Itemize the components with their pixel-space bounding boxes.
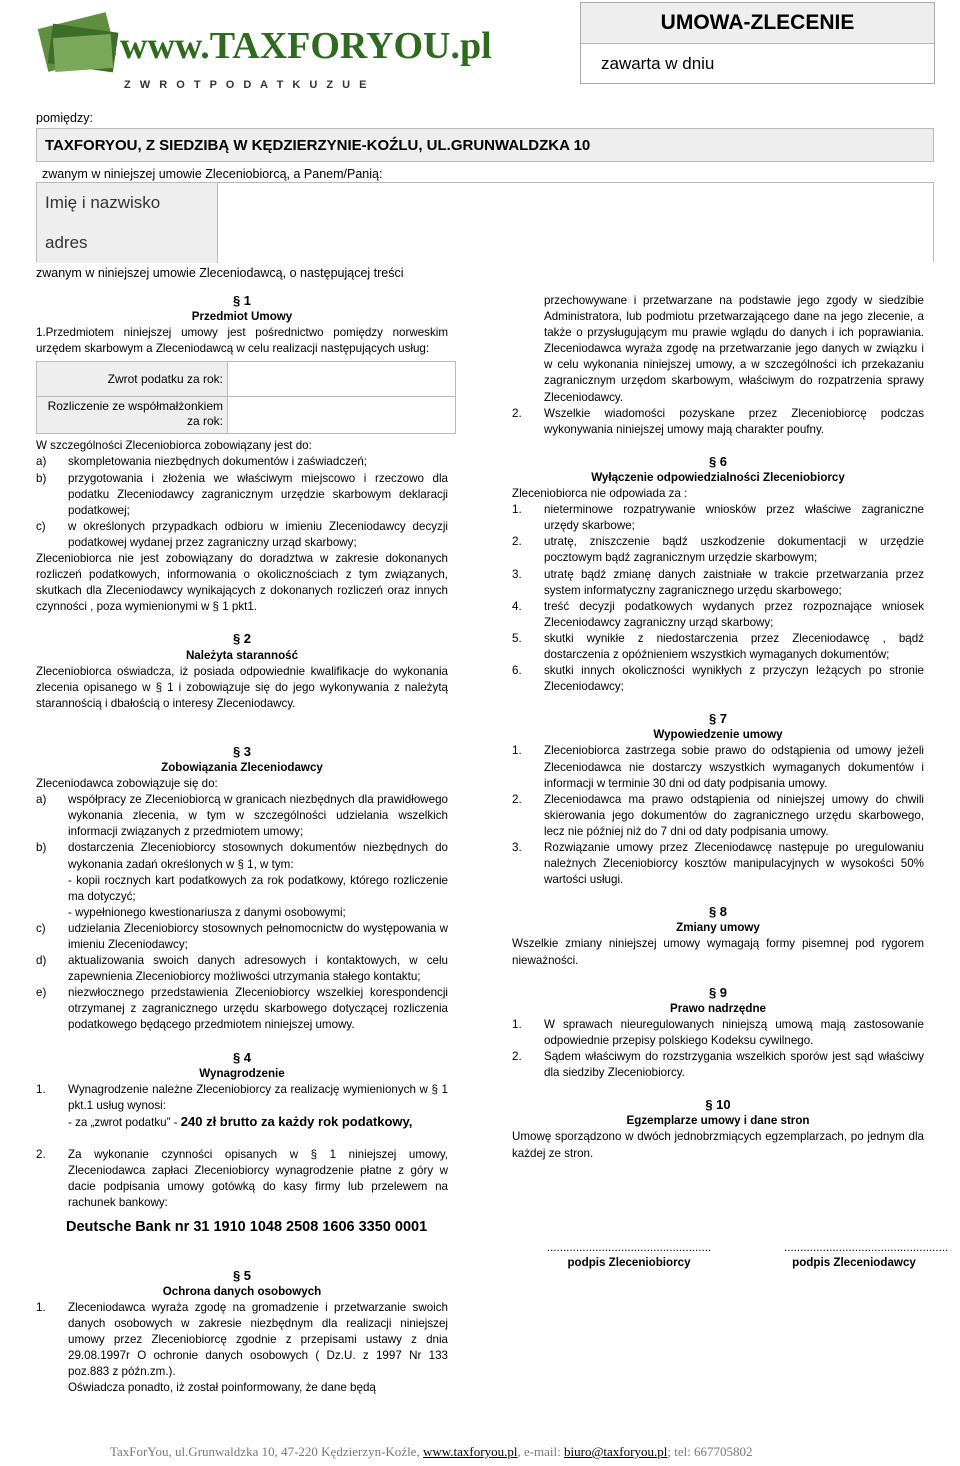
name-row xyxy=(37,183,933,224)
list-item xyxy=(512,792,924,840)
s5-1-cut-line: Oświadcza ponadto, iż został poinformowany, że dane będą xyxy=(68,1381,376,1395)
s4-1-text: Wynagrodzenie należne Zleceniobiorcy za realizację wymienionych w § 1 pkt.1 usług wynosi: xyxy=(68,1082,448,1112)
list-item xyxy=(36,953,448,985)
signature-line: ................................................... xyxy=(784,1241,949,1254)
address-row xyxy=(37,223,933,263)
list-marker: 2. xyxy=(36,1148,46,1162)
footer xyxy=(110,1444,753,1461)
s6-intro: Zleceniobiorca nie odpowiada za : xyxy=(512,487,688,501)
s1-closing: Zleceniobiorca nie jest zobowiązany do doradztwa w zakresie dokonanych rozliczeń podatkowych, informowania o okolicznościach z tym związanych, skutkach dla Zleceniodawcy wynikających z dokonanych rozliczeń oraz innych czynności , poza wymienionymi w § 1 pkt1. xyxy=(36,552,448,614)
list-item xyxy=(512,1049,924,1081)
joint-settlement-label xyxy=(37,397,227,433)
list-text: współpracy ze Zleceniobiorcą w granicach niezbędnych dla prawidłowego wykonania zlecenia, w tym w szczególności udzielania wszelkich informacji związanych z przedmiotem umowy; xyxy=(68,793,448,839)
s5-continued: przechowywane i przetwarzane na podstawie jego zgody w siedzibie Administratora, lub podmiotu przetwarzającego dane na jego zlecenie, a także o przysługującym mu prawie wglądu do danych i ich poprawiania. Zleceniodawca wyraża zgodę na przetwarzanie jego danych w związku i w celu wykonania niniejszej umowy, a w szczególności ich przekazaniu zagranicznym urzędom skarbowym, właściwym do rozpatrzenia sprawy Zleceniodawcy. xyxy=(544,294,924,404)
list-marker: 1. xyxy=(512,503,522,517)
footer-email-link[interactable]: biuro@taxforyou.pl xyxy=(564,1444,668,1459)
s7-number: § 7 xyxy=(708,711,728,727)
list-marker: 5. xyxy=(512,631,522,645)
parties-intro: pomiędzy: xyxy=(36,111,93,125)
s3-title: Zobowiązania Zleceniodawcy xyxy=(161,760,323,774)
s8-title: Zmiany umowy xyxy=(676,921,760,935)
s7-title: Wypowiedzenie umowy xyxy=(653,728,783,742)
list-marker: d) xyxy=(36,954,47,968)
list-marker: 6. xyxy=(512,664,522,678)
list-item xyxy=(512,599,924,631)
s10-number: § 10 xyxy=(705,1097,731,1113)
list-marker: 1. xyxy=(36,1082,46,1096)
list-text: Wszelkie wiadomości pozyskane przez Zleceniobiorcę podczas wykonywania niniejszej umowy mają charakter poufny. xyxy=(544,406,924,436)
list-item xyxy=(512,567,924,599)
list-marker: 2. xyxy=(512,406,522,420)
list-marker: 3. xyxy=(512,841,522,854)
list-item xyxy=(512,743,924,791)
s8-text: Wszelkie zmiany niniejszej umowy wymagają formy pisemnej pod rygorem nieważności. xyxy=(512,937,924,967)
right-column xyxy=(512,293,924,1162)
parties-line: zwanym w niniejszej umowie Zleceniobiorcą, a Panem/Panią: xyxy=(42,167,383,181)
taxforyou-logo xyxy=(40,6,492,94)
name-field[interactable] xyxy=(217,183,933,223)
title-box xyxy=(580,2,935,84)
list-item xyxy=(512,406,924,438)
list-text xyxy=(68,1300,448,1397)
list-text: Zleceniodawca ma prawo odstąpienia od niniejszej umowy do chwili skierowania jego dokumentów do zagranicznego urzędu skarbowego, lecz nie później niż do 7 dni od daty podpisania umowy. xyxy=(544,792,924,838)
s3-number: § 3 xyxy=(232,743,252,759)
date-label: zawarta w dniu xyxy=(601,54,715,73)
s6-number: § 6 xyxy=(708,453,728,469)
list-text: Zleceniobiorca zastrzega sobie prawo do odstąpienia od umowy jeżeli Zleceniodawca nie dostarczy wszystkich wymaganych dokumentów i informacji w terminie 30 dni od daty podpisania umowy. xyxy=(544,744,924,790)
joint-settlement-year-field[interactable] xyxy=(227,397,455,433)
signature-line: ................................................... xyxy=(546,1241,712,1254)
list-item xyxy=(36,519,448,551)
list-text: Rozwiązanie umowy przez Zleceniodawcę następuje po uregulowaniu należnych Zleceniobiorcy kosztów manipulacyjnych w wysokości 50% wartości usługi. xyxy=(544,841,924,887)
signature-client xyxy=(784,1240,949,1270)
s3-b-text: dostarczenia Zleceniobiorcy stosownych dokumentów niezbędnych do wykonania zadań określonych w § 1, w tym: xyxy=(68,841,448,871)
list-marker: 2. xyxy=(512,1050,522,1064)
s3-intro: Zleceniodawca zobowiązuje się do: xyxy=(36,777,218,791)
signature-client-label: podpis Zleceniodawcy xyxy=(792,1256,916,1270)
s7-list xyxy=(512,743,924,888)
list-marker: 1. xyxy=(512,1017,522,1031)
list-item xyxy=(36,471,448,519)
s4-title: Wynagrodzenie xyxy=(199,1066,285,1080)
s3-b-sub1: - kopii rocznych kart podatkowych za rok podatkowy, którego rozliczenie ma dotyczyć; xyxy=(68,873,448,903)
address-field[interactable] xyxy=(217,223,933,263)
list-item xyxy=(36,792,448,840)
list-marker: c) xyxy=(36,519,46,533)
list-item xyxy=(36,1082,448,1131)
s5-1-text: Zleceniodawca wyraża zgodę na gromadzenie i przetwarzanie swoich danych osobowych w zakresie niezbędnym dla realizacji niniejszej umowy przez Zleceniobiorcę zgodnie z przepisami ustawy z dnia 29.08.1997r O ochronie danych osobowych ( Dz.U. z 1997 Nr 133 poz.883 z późn.zm.). xyxy=(68,1300,448,1379)
footer-email-label: , e-mail: xyxy=(517,1444,565,1459)
joint-settlement-label-1: Rozliczenie ze współmałżonkiem xyxy=(47,399,223,414)
s9-title: Prawo nadrzędne xyxy=(670,1001,766,1015)
s1-title: Przedmiot Umowy xyxy=(191,310,293,324)
list-item xyxy=(36,1300,448,1397)
company-name: TAXFORYOU, Z SIEDZIBĄ W KĘDZIERZYNIE-KOŹLU, UL.GRUNWALDZKA 10 xyxy=(36,128,934,162)
s8-number: § 8 xyxy=(708,904,728,920)
list-text xyxy=(68,1082,448,1131)
list-text: skutki innych okoliczności wynikłych z przyczyn leżących po stronie Zleceniodawcy; xyxy=(544,664,924,694)
list-marker: b) xyxy=(36,841,47,855)
list-item xyxy=(36,985,448,1033)
list-item xyxy=(512,631,924,663)
list-text: w określonych przypadkach odbioru w imieniu Zleceniodawcy decyzji podatkowej wydanej przez zagraniczny urząd skarbowy; xyxy=(68,519,448,549)
list-item xyxy=(36,840,448,920)
address-label: adres xyxy=(37,223,217,263)
list-item xyxy=(36,1147,448,1211)
list-text: Za wykonanie czynności opisanych w § 1 niniejszej umowy, Zleceniodawca zapłaci Zleceniobiorcy wynagrodzenie płatne z góry w dacie podpisania umowy gotówką do kasy firmy lub przelewem na rachunek bankowy: xyxy=(68,1148,448,1210)
s1-text: 1.Przedmiotem niniejszej umowy jest pośrednictwo pomiędzy norweskim urzędem skarbowym a Zleceniodawcą w celu realizacji następujących usług: xyxy=(36,326,448,356)
list-text: skutki wynikłe z niedostarczenia przez Zleceniodawcę , bądź dostarczenia z opóźnieniem wszystkich wymaganych dokumentów; xyxy=(544,631,924,661)
list-text: utratę bądź zmianę danych zaistniałe w trakcie przetwarzania przez system informatyczny zagranicznego urzędu skarbowego; xyxy=(544,567,924,597)
list-item xyxy=(36,921,448,953)
list-text: niezwłocznego przedstawienia Zleceniobiorcy wszelkiej korespondencji otrzymanej z zagranicznego urzędu skarbowego dotyczącej rozliczenia podatkowego będącego przedmiotem niniejszej umowy. xyxy=(68,986,448,1032)
list-marker: 1. xyxy=(512,744,522,758)
list-text: Sądem właściwym do rozstrzygania wszelkich sporów jest sąd właściwy dla siedziby Zleceniobiorcy. xyxy=(544,1050,924,1080)
list-marker: 4. xyxy=(512,599,522,613)
list-item xyxy=(512,663,924,695)
list-item xyxy=(512,534,924,566)
list-item xyxy=(512,1017,924,1049)
tax-refund-label: Zwrot podatku za rok: xyxy=(37,362,227,396)
s5-title: Ochrona danych osobowych xyxy=(162,1284,322,1298)
s2-text: Zleceniobiorca oświadcza, iż posiada odpowiednie kwalifikacje do wykonania zlecenia opisanego w § 1 i zobowiązuje się do jego wykonywania z należytą starannością i dbałością o interesy Zleceniodawcy. xyxy=(36,664,448,710)
footer-address: TaxForYou, ul.Grunwaldzka 10, 47-220 Kędzierzyn-Koźle, xyxy=(110,1444,423,1459)
list-item xyxy=(512,840,924,888)
list-marker: 1. xyxy=(36,1300,46,1314)
list-marker: 3. xyxy=(512,567,522,581)
fee-amount: 240 zł brutto za każdy rok podatkowy, xyxy=(180,1113,413,1129)
s1-obligations: W szczególności Zleceniobiorca zobowiązany jest do: xyxy=(36,439,312,453)
list-text: udzielania Zleceniobiorcy stosownych pełnomocnictw do występowania w imieniu Zleceniodawcy; xyxy=(68,921,448,951)
bank-account: Deutsche Bank nr 31 1910 1048 2508 1606 3350 0001 xyxy=(66,1219,428,1236)
s5-number: § 5 xyxy=(232,1267,252,1283)
list-marker: a) xyxy=(36,455,47,469)
s6-list xyxy=(512,502,924,695)
list-text: nieterminowe rozpatrywanie wniosków przez właściwe zagraniczne urzędy skarbowe; xyxy=(544,503,924,533)
s4-number: § 4 xyxy=(232,1049,252,1065)
s10-title: Egzemplarze umowy i dane stron xyxy=(626,1114,810,1128)
s3-b-sub2: - wypełnionego kwestionariusza z danymi osobowymi; xyxy=(68,905,346,919)
list-marker: 2. xyxy=(512,535,522,549)
s2-number: § 2 xyxy=(232,631,252,647)
list-text xyxy=(68,840,448,920)
joint-settlement-label-2: za rok: xyxy=(186,414,223,429)
list-marker: b) xyxy=(36,471,47,485)
list-marker: a) xyxy=(36,793,47,807)
parties-closing: zwanym w niniejszej umowie Zleceniodawcą, o następującej treści xyxy=(36,266,404,280)
money-icon xyxy=(38,12,119,72)
footer-website-link[interactable]: www.taxforyou.pl xyxy=(422,1444,518,1459)
name-label: Imię i nazwisko xyxy=(37,183,217,223)
list-text: przygotowania i złożenia we właściwym miejscowo i rzeczowo dla podatku Zleceniodawcy zagranicznym urzędzie skarbowym deklaracji podatkowej; xyxy=(68,471,448,517)
s9-number: § 9 xyxy=(708,984,728,1000)
tax-refund-year-field[interactable] xyxy=(227,362,455,396)
s2-title: Należyta staranność xyxy=(185,648,299,662)
left-column xyxy=(36,293,448,1396)
logo-tagline: Z W R O T P O D A T K U Z U E xyxy=(124,79,370,91)
s6-title: Wyłączenie odpowiedzialności Zleceniobiorcy xyxy=(591,470,845,484)
list-marker: 2. xyxy=(512,792,522,806)
list-item xyxy=(512,502,924,534)
s10-text: Umowę sporządzono w dwóch jednobrzmiących egzemplarzach, po jednym dla każdej ze stron. xyxy=(512,1130,924,1160)
service-table xyxy=(36,361,456,434)
signature-contractor xyxy=(534,1240,724,1270)
list-text: aktualizowania swoich danych adresowych i kontaktowych, w celu zapewnienia Zleceniobiorcy możliwości utrzymania stałego kontaktu; xyxy=(68,954,448,984)
signature-contractor-label: podpis Zleceniobiorcy xyxy=(567,1256,691,1270)
list-marker: c) xyxy=(36,921,46,935)
logo-wordmark: www.TAXFORYOU.pl xyxy=(120,25,492,67)
list-text: treść decyzji podatkowych wydanych przez rozpoznające wniosek Zleceniodawcy zagraniczny urząd skarbowy; xyxy=(544,599,924,629)
list-text: W sprawach nieuregulowanych niniejszą umową mają zastosowanie odpowiednie przepisy polskiego Kodeksu cywilnego. xyxy=(544,1017,924,1047)
s9-list xyxy=(512,1017,924,1081)
client-box xyxy=(36,182,934,262)
list-text: skompletowania niezbędnych dokumentów i zaświadczeń; xyxy=(68,455,368,469)
fee-prefix: - za „zwrot podatku” - xyxy=(68,1115,181,1129)
document-title: UMOWA-ZLECENIE xyxy=(581,3,934,44)
list-marker: e) xyxy=(36,986,47,1000)
list-item xyxy=(36,454,448,470)
s1-number: § 1 xyxy=(232,293,252,308)
footer-phone: ; tel: 667705802 xyxy=(667,1444,753,1459)
list-text: utratę, zniszczenie bądź uszkodzenie dokumentacji w urzędzie pocztowym bądź zagranicznym urzędzie skarbowym; xyxy=(544,535,924,565)
